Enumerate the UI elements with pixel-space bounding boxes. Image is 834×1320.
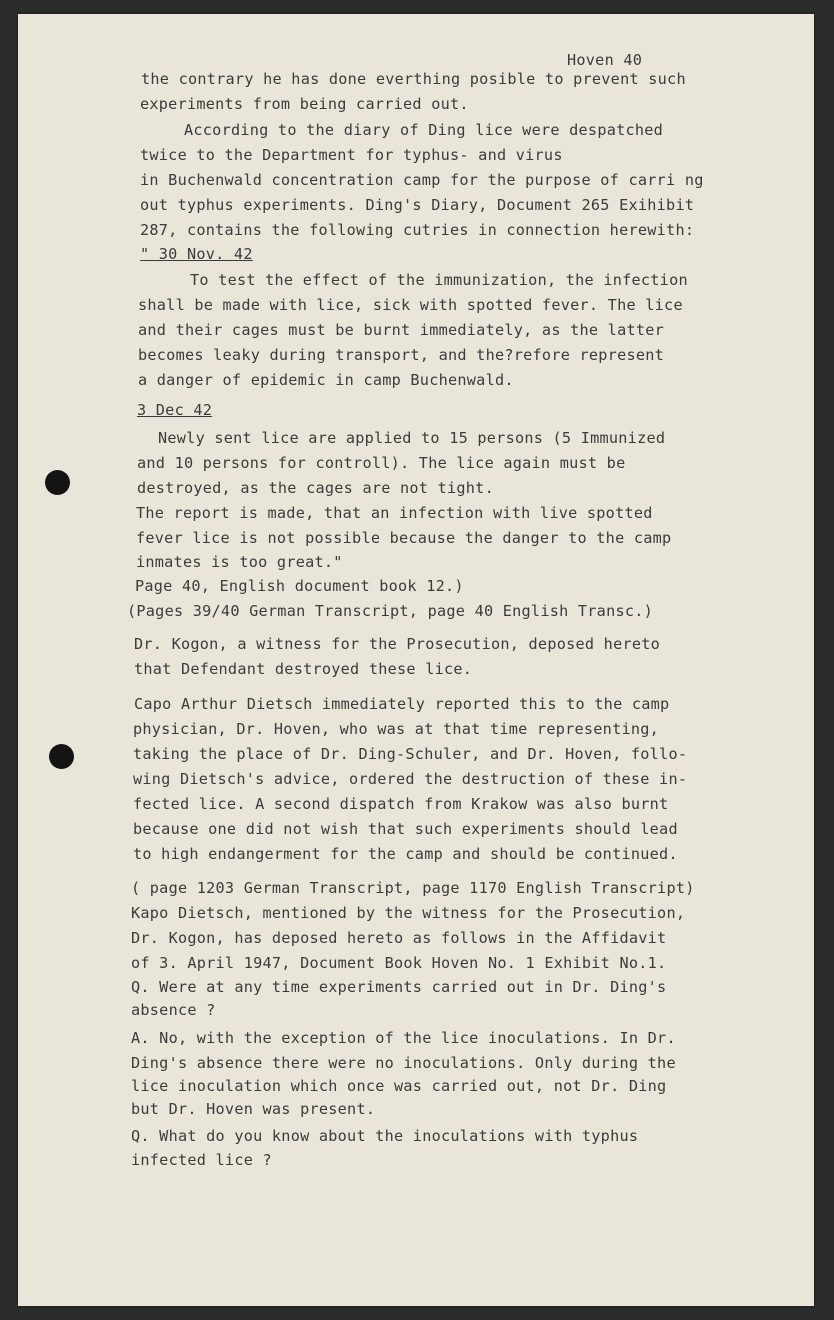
text-line: Page 40, English document book 12.) — [135, 577, 464, 595]
text-line: out typhus experiments. Ding's Diary, Document 265 Exihibit — [140, 196, 695, 214]
text-line: experiments from being carried out. — [140, 95, 469, 113]
text-line: and 10 persons for controll). The lice again must be — [137, 454, 626, 472]
text-line: physician, Dr. Hoven, who was at that time representing, — [133, 720, 660, 738]
text-line: becomes leaky during transport, and the?refore represent — [138, 346, 665, 364]
document-page — [18, 14, 814, 1306]
text-line: Dr. Kogon, has deposed hereto as follows in the Affidavit — [131, 929, 667, 947]
text-line: a danger of epidemic in camp Buchenwald. — [138, 371, 514, 389]
text-line: Ding's absence there were no inoculations. Only during the — [131, 1054, 676, 1072]
text-line: infected lice ? — [131, 1151, 272, 1169]
text-line: the contrary he has done everthing posible to prevent such — [141, 70, 686, 88]
text-line: but Dr. Hoven was present. — [131, 1100, 376, 1118]
text-line: Dr. Kogon, a witness for the Prosecution, deposed hereto — [134, 635, 661, 653]
text-line: and their cages must be burnt immediately, as the latter — [138, 321, 665, 339]
text-line: Q. Were at any time experiments carried out in Dr. Ding's — [131, 978, 667, 996]
text-line: that Defendant destroyed these lice. — [134, 660, 473, 678]
text-line: fever lice is not possible because the danger to the camp — [136, 529, 672, 547]
text-line: shall be made with lice, sick with spotted fever. The lice — [138, 296, 683, 314]
text-line: 287, contains the following cutries in connection herewith: — [140, 221, 695, 239]
page-header: Hoven 40 — [567, 51, 643, 69]
text-line: in Buchenwald concentration camp for the purpose of carri ng — [140, 171, 704, 189]
punch-hole-bottom — [49, 744, 74, 769]
entry-date-3-dec: 3 Dec 42 — [137, 401, 213, 419]
text-line: ( page 1203 German Transcript, page 1170 English Transcript) — [131, 879, 695, 897]
text-line: inmates is too great." — [136, 553, 343, 571]
text-line: destroyed, as the cages are not tight. — [137, 479, 494, 497]
text-line: twice to the Department for typhus- and virus — [140, 146, 563, 164]
text-line: (Pages 39/40 German Transcript, page 40 English Transc.) — [127, 602, 654, 620]
text-line: According to the diary of Ding lice were despatched — [184, 121, 664, 139]
text-line: To test the effect of the immunization, the infection — [190, 271, 688, 289]
text-line: Kapo Dietsch, mentioned by the witness for the Prosecution, — [131, 904, 686, 922]
text-line: fected lice. A second dispatch from Krakow was also burnt — [133, 795, 669, 813]
text-line: Newly sent lice are applied to 15 persons (5 Immunized — [158, 429, 666, 447]
text-line: of 3. April 1947, Document Book Hoven No. 1 Exhibit No.1. — [131, 954, 667, 972]
text-line: Q. What do you know about the inoculations with typhus — [131, 1127, 639, 1145]
text-line: lice inoculation which once was carried out, not Dr. Ding — [131, 1077, 667, 1095]
punch-hole-top — [45, 470, 70, 495]
text-line: wing Dietsch's advice, ordered the destruction of these in- — [133, 770, 688, 788]
text-line: The report is made, that an infection with live spotted — [136, 504, 653, 522]
text-line: absence ? — [131, 1001, 216, 1019]
text-line: Capo Arthur Dietsch immediately reported this to the camp — [134, 695, 670, 713]
text-line: A. No, with the exception of the lice inoculations. In Dr. — [131, 1029, 676, 1047]
text-line: to high endangerment for the camp and should be continued. — [133, 845, 678, 863]
entry-date-30-nov: " 30 Nov. 42 — [140, 245, 253, 263]
text-line: taking the place of Dr. Ding-Schuler, and Dr. Hoven, follo- — [133, 745, 688, 763]
text-line: because one did not wish that such experiments should lead — [133, 820, 678, 838]
